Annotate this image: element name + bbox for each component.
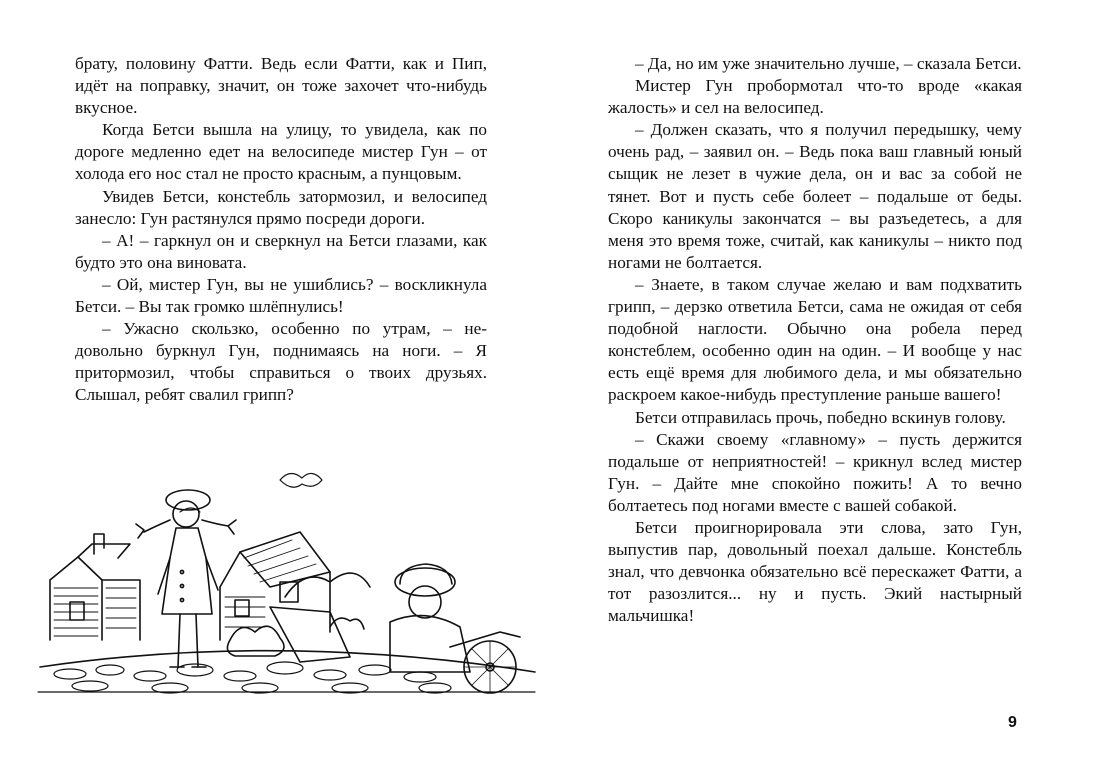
- page-number: 9: [1008, 714, 1017, 731]
- illustration-betsy-and-constable: [30, 462, 540, 694]
- paragraph: – Должен сказать, что я получил передышку, чему очень рад, – заявил он. – Ведь пока ваш главный юный сыщик не лезет в чужие дела, он и вас за собой не тянет. Вот и пусть себе болеет – подальше от беды. Скоро каникулы закончатся – вы разъедетесь, а для меня это время тоже, считай, как каникулы – никто под ногами не болтается.: [608, 120, 1022, 272]
- left-text-column: [75, 53, 487, 407]
- paragraph: Когда Бетси вышла на улицу, то увидела, как по дороге медленно едет на велосипеде мистер Гун – от холода его нос стал не просто красным, а пунцовым.: [75, 120, 487, 184]
- paragraph: Бетси проигнорировала эти слова, зато Гун, выпустив пар, довольный поехал дальше. Констебль знал, что девчонка обязательно всё перескажет Фатти, а тот разозлится... ну и пусть. Экий настырный мальчишка!: [608, 517, 1022, 626]
- paragraph: – Ужасно скользко, особенно по утрам, – недовольно буркнул Гун, поднимаясь на ноги. – Я притормозил, чтобы справиться о твоих друзьях. Слышал, ребят свалил грипп?: [75, 319, 487, 405]
- paragraph: брату, половину Фатти. Ведь если Фатти, как и Пип, идёт на поправку, значит, он тоже захочет что-нибудь вкусное.: [75, 54, 487, 118]
- right-text-column: [608, 53, 1022, 627]
- paragraph: Мистер Гун пробормотал что-то вроде «какая жалость» и сел на велосипед.: [608, 76, 1022, 118]
- paragraph: – А! – гаркнул он и сверкнул на Бетси глазами, как будто это она виновата.: [75, 230, 487, 272]
- paragraph: – Ой, мистер Гун, вы не ушиблись? – воскликнула Бетси. – Вы так громко шлёпнулись!: [75, 274, 487, 317]
- paragraph: – Скажи своему «главному» – пусть держится подальше от неприятностей! – крикнул вслед мистер Гун. – Дайте мне спокойно пожить! А то вечно болтаетесь под ногами вместе с вашей собакой.: [608, 429, 1022, 515]
- paragraph: – Знаете, в таком случае желаю и вам подхватить грипп, – дерзко ответила Бетси, сама не ожидая от себя подобной наглости. Обычно она робела перед констеблем, особенно один на один. – И вообще у нас есть ещё время для любимого дела, и мы обязательно раскроем какое-нибудь преступление раньше вашего!: [608, 274, 1022, 405]
- paragraph: Бетси отправилась прочь, победно вскинув голову.: [635, 407, 1006, 427]
- paragraph: Увидев Бетси, констебль затормозил, и велосипед занесло: Гун растянулся прямо посреди дороги.: [75, 186, 487, 228]
- paragraph: – Да, но им уже значительно лучше, – сказала Бетси.: [635, 54, 1022, 73]
